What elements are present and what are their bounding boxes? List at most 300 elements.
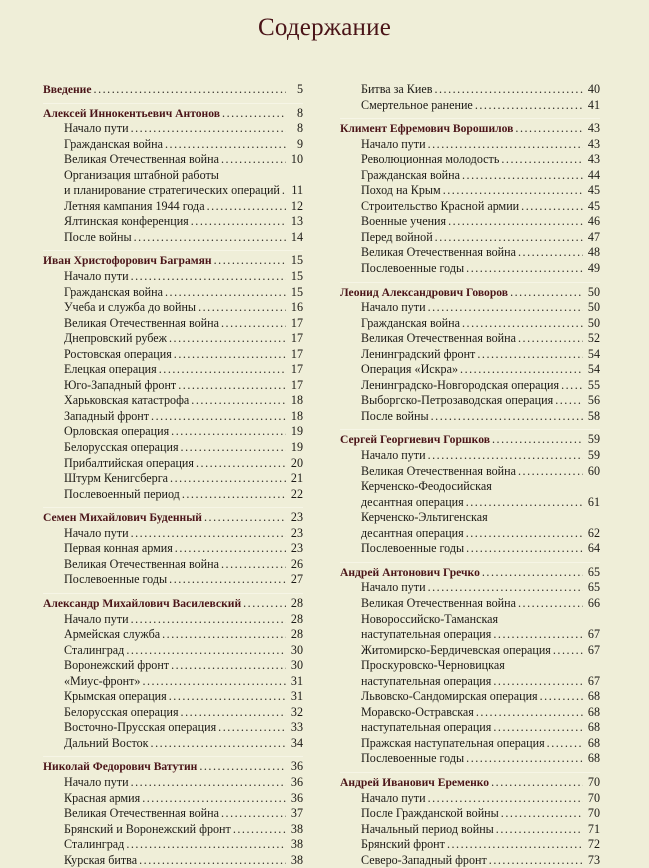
- toc-subsection-entry-label: Поход на Крым: [361, 183, 441, 198]
- toc-subsection-entry-page-number: 17: [290, 362, 303, 377]
- toc-subsection-entry[interactable]: [340, 689, 600, 705]
- toc-subsection-entry-page-number: 19: [290, 424, 303, 439]
- dot-leader: [428, 580, 583, 596]
- toc-subsection-entry-page-number: 41: [587, 97, 600, 112]
- toc-subsection-entry[interactable]: [340, 541, 600, 557]
- toc-subsection-entry[interactable]: [340, 580, 600, 596]
- toc-subsection-entry-label: Послевоенные годы: [361, 751, 465, 766]
- dot-leader: [460, 362, 583, 378]
- toc-chapter-entry[interactable]: [340, 285, 600, 301]
- dot-leader: [477, 347, 583, 363]
- toc-subsection-entry-page-number: 68: [587, 751, 600, 766]
- dot-leader: [466, 541, 583, 557]
- toc-subsection-entry-label: Ялтинская конференция: [64, 214, 189, 229]
- toc-chapter-entry[interactable]: [43, 253, 303, 269]
- dot-leader: [466, 526, 583, 542]
- toc-subsection-entry-label: Красная армия: [64, 790, 141, 805]
- toc-subsection-entry-page-number: 27: [290, 572, 303, 587]
- dot-leader: [165, 137, 286, 153]
- dot-leader: [131, 775, 286, 791]
- toc-subsection-entry[interactable]: [340, 658, 600, 674]
- toc-subsection-entry-page-number: 38: [290, 837, 303, 852]
- toc-subsection-entry[interactable]: [340, 448, 600, 464]
- toc-subsection-entry-label: Строительство Красной армии: [361, 198, 520, 213]
- dot-leader: [501, 152, 583, 168]
- toc-column-left: [43, 82, 303, 868]
- toc-subsection-entry-label: Харьковская катастрофа: [64, 393, 190, 408]
- toc-subsection-entry[interactable]: [43, 572, 303, 588]
- toc-chapter-entry-page-number: 5: [296, 82, 303, 96]
- toc-subsection-entry[interactable]: [340, 674, 600, 690]
- toc-subsection-entry-label: Брянский и Воронежский фронт: [64, 821, 231, 836]
- toc-subsection-entry-page-number: 33: [290, 720, 303, 735]
- toc-subsection-entry-page-number: 32: [290, 704, 303, 719]
- toc-subsection-entry[interactable]: [43, 331, 303, 347]
- toc-subsection-entry-label: наступательная операция: [361, 673, 492, 688]
- toc-subsection-entry[interactable]: [43, 300, 303, 316]
- toc-subsection-entry-label: Орловская операция: [64, 424, 170, 439]
- toc-subsection-entry[interactable]: [43, 612, 303, 628]
- toc-subsection-entry-page-number: 73: [587, 852, 600, 867]
- toc-subsection-entry-page-number: 15: [290, 269, 303, 284]
- toc-subsection-entry[interactable]: [340, 791, 600, 807]
- dot-leader: [492, 432, 583, 448]
- toc-subsection-entry[interactable]: [340, 479, 600, 495]
- dot-leader: [222, 106, 286, 122]
- toc-subsection-entry[interactable]: [340, 183, 600, 199]
- dot-leader: [170, 471, 286, 487]
- toc-subsection-entry-page-number: 16: [290, 300, 303, 315]
- toc-subsection-entry-label: Начало пути: [64, 269, 129, 284]
- dot-leader: [181, 705, 286, 721]
- toc-subsection-entry[interactable]: [340, 393, 600, 409]
- toc-subsection-entry-label: «Миус-фронт»: [64, 673, 141, 688]
- toc-subsection-entry-page-number: 50: [587, 300, 600, 315]
- toc-subsection-entry-label: Военные учения: [361, 214, 447, 229]
- toc-subsection-entry[interactable]: [43, 362, 303, 378]
- toc-subsection-entry-label: Гражданская война: [64, 284, 163, 299]
- toc-subsection-entry[interactable]: [340, 300, 600, 316]
- toc-subsection-entry[interactable]: [43, 658, 303, 674]
- toc-chapter-entry[interactable]: [43, 82, 303, 98]
- toc-subsection-entry-page-number: 49: [587, 261, 600, 276]
- toc-subsection-entry-label: Начало пути: [361, 448, 426, 463]
- toc-subsection-entry[interactable]: [340, 510, 600, 526]
- dot-leader: [462, 316, 583, 332]
- toc-subsection-entry-label: Революционная молодость: [361, 152, 500, 167]
- toc-subsection-entry[interactable]: [43, 137, 303, 153]
- dot-leader: [131, 526, 286, 542]
- dot-leader: [169, 331, 286, 347]
- dot-leader: [199, 759, 286, 775]
- toc-subsection-entry[interactable]: [340, 643, 600, 659]
- toc-subsection-entry-label: Северо-Западный фронт: [361, 852, 487, 867]
- dot-leader: [462, 168, 583, 184]
- toc-subsection-entry[interactable]: [43, 736, 303, 752]
- toc-subsection-entry-label: Гражданская война: [361, 167, 460, 182]
- toc-subsection-entry[interactable]: [43, 378, 303, 394]
- toc-subsection-entry-page-number: 54: [587, 362, 600, 377]
- toc-subsection-entry-page-number: 23: [290, 525, 303, 540]
- toc-subsection-entry-label: Пражская наступательная операция: [361, 735, 545, 750]
- dot-leader: [448, 214, 583, 230]
- toc-section: [340, 82, 600, 113]
- dot-leader: [134, 230, 286, 246]
- toc-subsection-entry-page-number: 55: [587, 377, 600, 392]
- dot-leader: [243, 596, 286, 612]
- toc-subsection-entry-page-number: 21: [290, 471, 303, 486]
- dot-leader: [207, 199, 286, 215]
- dot-leader: [553, 643, 583, 659]
- toc-subsection-entry-label: Брянский фронт: [361, 837, 445, 852]
- toc-subsection-entry-page-number: 23: [290, 541, 303, 556]
- toc-subsection-entry-label: Моравско-Остравская: [361, 704, 474, 719]
- toc-subsection-entry-page-number: 71: [587, 821, 600, 836]
- toc-subsection-entry-label: Великая Отечественная война: [361, 331, 516, 346]
- toc-subsection-entry[interactable]: [340, 98, 600, 114]
- dot-leader: [182, 487, 286, 503]
- toc-subsection-entry-label: Начало пути: [64, 611, 129, 626]
- toc-subsection-entry[interactable]: [340, 705, 600, 721]
- toc-subsection-entry-page-number: 28: [290, 627, 303, 642]
- toc-subsection-entry-label: Армейская служба: [64, 627, 161, 642]
- toc-subsection-entry-label: Операция «Искра»: [361, 362, 459, 377]
- toc-subsection-entry-label: Западный фронт: [64, 408, 150, 423]
- toc-subsection-entry[interactable]: [43, 230, 303, 246]
- toc-subsection-entry[interactable]: [43, 183, 303, 199]
- toc-subsection-entry-page-number: 36: [290, 790, 303, 805]
- toc-subsection-entry[interactable]: [43, 541, 303, 557]
- toc-subsection-entry-page-number: 58: [587, 408, 600, 423]
- toc-section: [43, 82, 303, 98]
- toc-subsection-entry-label: десантная операция: [361, 494, 464, 509]
- toc-subsection-entry[interactable]: [43, 853, 303, 868]
- toc-subsection-entry-page-number: 10: [290, 152, 303, 167]
- toc-subsection-entry[interactable]: [43, 674, 303, 690]
- toc-subsection-entry-label: Великая Отечественная война: [361, 463, 516, 478]
- toc-subsection-entry-page-number: 40: [587, 82, 600, 96]
- toc-section: [340, 282, 600, 425]
- toc-subsection-entry[interactable]: [43, 347, 303, 363]
- dot-leader: [482, 565, 583, 581]
- toc-subsection-entry-label: Восточно-Прусская операция: [64, 720, 217, 735]
- dot-leader: [435, 230, 583, 246]
- toc-subsection-entry[interactable]: [340, 199, 600, 215]
- dot-leader: [171, 424, 286, 440]
- toc-chapter-entry[interactable]: [43, 759, 303, 775]
- dot-leader: [510, 285, 583, 301]
- toc-subsection-entry[interactable]: [43, 837, 303, 853]
- toc-subsection-entry-label: Великая Отечественная война: [361, 245, 516, 260]
- toc-subsection-entry[interactable]: [340, 137, 600, 153]
- toc-subsection-entry[interactable]: [340, 822, 600, 838]
- dot-leader: [493, 627, 583, 643]
- toc-subsection-entry-page-number: 67: [587, 642, 600, 657]
- toc-subsection-entry[interactable]: [340, 464, 600, 480]
- toc-subsection-entry-label: Великая Отечественная война: [64, 152, 219, 167]
- toc-subsection-entry-page-number: 46: [587, 214, 600, 229]
- toc-subsection-entry[interactable]: [43, 791, 303, 807]
- page-title: Содержание: [258, 14, 391, 41]
- dot-leader: [198, 300, 286, 316]
- toc-subsection-entry-page-number: 30: [290, 658, 303, 673]
- dot-leader: [221, 806, 286, 822]
- toc-subsection-entry[interactable]: [340, 495, 600, 511]
- toc-subsection-entry[interactable]: [340, 627, 600, 643]
- dot-leader: [221, 557, 286, 573]
- toc-subsection-entry-label: Гражданская война: [64, 136, 163, 151]
- toc-subsection-entry-page-number: 45: [587, 198, 600, 213]
- dot-leader: [561, 378, 583, 394]
- toc-subsection-entry-page-number: 31: [290, 673, 303, 688]
- toc-chapter-entry-page-number: 65: [587, 564, 600, 579]
- toc-subsection-entry-page-number: 45: [587, 183, 600, 198]
- toc-subsection-entry[interactable]: [43, 822, 303, 838]
- toc-subsection-entry[interactable]: [43, 152, 303, 168]
- dot-leader: [233, 822, 286, 838]
- toc-subsection-entry-page-number: 17: [290, 346, 303, 361]
- toc-subsection-entry[interactable]: [43, 316, 303, 332]
- toc-subsection-entry-page-number: 70: [587, 790, 600, 805]
- dot-leader: [94, 82, 286, 98]
- dot-leader: [139, 853, 286, 868]
- toc-subsection-entry[interactable]: [340, 331, 600, 347]
- toc-subsection-entry[interactable]: [340, 347, 600, 363]
- toc-subsection-entry[interactable]: [43, 199, 303, 215]
- toc-subsection-entry-label: Курская битва: [64, 852, 138, 867]
- toc-subsection-entry-label: Ленинградско-Новгородская операция: [361, 377, 560, 392]
- dot-leader: [521, 199, 583, 215]
- toc-subsection-entry-label: Послевоенный период: [64, 486, 180, 501]
- toc-subsection-entry-label: Ленинградский фронт: [361, 346, 476, 361]
- toc-section: [43, 250, 303, 502]
- toc-subsection-entry-page-number: 68: [587, 704, 600, 719]
- toc-section: [43, 756, 303, 868]
- toc-subsection-entry[interactable]: [340, 720, 600, 736]
- toc-chapter-entry[interactable]: [340, 432, 600, 448]
- toc-subsection-entry[interactable]: [43, 627, 303, 643]
- toc-subsection-entry[interactable]: [340, 82, 600, 98]
- toc-subsection-entry[interactable]: [43, 409, 303, 425]
- toc-subsection-entry-label: Начало пути: [361, 300, 426, 315]
- toc-subsection-entry[interactable]: [43, 393, 303, 409]
- toc-subsection-entry-label: Белорусская операция: [64, 704, 179, 719]
- dot-leader: [489, 853, 583, 868]
- dot-leader: [518, 331, 583, 347]
- toc-subsection-entry-page-number: 48: [587, 245, 600, 260]
- toc-subsection-entry-label: Сталинград: [64, 837, 125, 852]
- toc-section: [340, 772, 600, 868]
- toc-subsection-entry-label: десантная операция: [361, 525, 464, 540]
- toc-subsection-entry-label: Елецкая операция: [64, 362, 157, 377]
- toc-subsection-entry[interactable]: [340, 168, 600, 184]
- toc-section: [340, 429, 600, 556]
- toc-subsection-entry[interactable]: [340, 596, 600, 612]
- toc-subsection-entry[interactable]: [340, 806, 600, 822]
- toc-subsection-entry[interactable]: [43, 456, 303, 472]
- dot-leader: [428, 137, 583, 153]
- toc-subsection-entry[interactable]: [340, 261, 600, 277]
- toc-subsection-entry-label: Первая конная армия: [64, 541, 173, 556]
- toc-chapter-entry[interactable]: [43, 596, 303, 612]
- toc-subsection-entry[interactable]: [340, 230, 600, 246]
- toc-subsection-entry-page-number: 56: [587, 393, 600, 408]
- toc-subsection-entry[interactable]: [43, 557, 303, 573]
- toc-subsection-entry-page-number: 52: [587, 331, 600, 346]
- toc-subsection-entry-label: Проскуровско-Черновицкая: [361, 658, 505, 673]
- toc-subsection-entry[interactable]: [340, 152, 600, 168]
- toc-chapter-entry-page-number: 28: [290, 595, 303, 610]
- toc-subsection-entry-page-number: 44: [587, 167, 600, 182]
- toc-subsection-entry[interactable]: [340, 245, 600, 261]
- toc-subsection-entry[interactable]: [43, 471, 303, 487]
- toc-subsection-entry[interactable]: [43, 705, 303, 721]
- dot-leader: [493, 674, 583, 690]
- toc-subsection-entry-page-number: 13: [290, 214, 303, 229]
- toc-subsection-entry-page-number: 72: [587, 837, 600, 852]
- toc-subsection-entry-page-number: 18: [290, 408, 303, 423]
- dot-leader: [171, 658, 286, 674]
- toc-chapter-entry-label: Введение: [43, 83, 92, 96]
- toc-chapter-entry[interactable]: [340, 565, 600, 581]
- dot-leader: [475, 98, 583, 114]
- toc-chapter-entry-label: Александр Михайлович Василевский: [43, 596, 242, 610]
- dot-leader: [151, 736, 286, 752]
- dot-leader: [126, 837, 286, 853]
- toc-subsection-entry-label: Начальный период войны: [361, 821, 494, 836]
- toc-chapter-entry-label: Климент Ефремович Ворошилов: [340, 122, 514, 136]
- toc-subsection-entry-label: Новороссийско-Таманская: [361, 611, 499, 626]
- dot-leader: [126, 643, 286, 659]
- toc-subsection-entry[interactable]: [43, 689, 303, 705]
- dot-leader: [466, 261, 583, 277]
- toc-subsection-entry-label: Битва за Киев: [361, 82, 433, 96]
- toc-subsection-entry[interactable]: [43, 440, 303, 456]
- toc-section: [43, 103, 303, 246]
- toc-subsection-entry-page-number: 14: [290, 229, 303, 244]
- toc-subsection-entry-page-number: 60: [587, 463, 600, 478]
- toc-subsection-entry-page-number: 9: [296, 136, 303, 151]
- toc-subsection-entry-label: Начало пути: [361, 790, 426, 805]
- toc-subsection-entry-page-number: 30: [290, 642, 303, 657]
- dot-leader: [169, 689, 286, 705]
- toc-subsection-entry[interactable]: [43, 720, 303, 736]
- toc-subsection-entry-page-number: 70: [587, 806, 600, 821]
- toc-subsection-entry-label: Дальний Восток: [64, 735, 149, 750]
- toc-subsection-entry-label: Ростовская операция: [64, 346, 172, 361]
- toc-chapter-entry-label: Леонид Александрович Говоров: [340, 285, 509, 299]
- dot-leader: [466, 751, 583, 767]
- toc-subsection-entry-label: Великая Отечественная война: [64, 315, 219, 330]
- toc-subsection-entry-page-number: 15: [290, 284, 303, 299]
- toc-subsection-entry-label: Учеба и служба до войны: [64, 300, 197, 315]
- dot-leader: [431, 409, 583, 425]
- toc-subsection-entry-label: Послевоенные годы: [361, 541, 465, 556]
- dot-leader: [518, 245, 583, 261]
- dot-leader: [443, 183, 583, 199]
- dot-leader: [501, 806, 583, 822]
- toc-subsection-entry-label: Послевоенные годы: [361, 261, 465, 276]
- toc-subsection-entry[interactable]: [43, 168, 303, 184]
- toc-subsection-entry-label: Выборгско-Петрозаводская операция: [361, 393, 554, 408]
- dot-leader: [169, 572, 286, 588]
- toc-chapter-entry-page-number: 43: [587, 121, 600, 136]
- toc-chapter-entry[interactable]: [340, 775, 600, 791]
- toc-subsection-entry[interactable]: [340, 751, 600, 767]
- toc-subsection-entry[interactable]: [340, 378, 600, 394]
- toc-subsection-entry-label: После Гражданской войны: [361, 806, 499, 821]
- toc-subsection-entry-label: Гражданская война: [361, 315, 460, 330]
- toc-chapter-entry[interactable]: [43, 106, 303, 122]
- toc-subsection-entry[interactable]: [340, 837, 600, 853]
- toc-subsection-entry-label: Начало пути: [361, 136, 426, 151]
- toc-subsection-entry[interactable]: [340, 316, 600, 332]
- toc-subsection-entry[interactable]: [340, 362, 600, 378]
- toc-chapter-entry[interactable]: [43, 510, 303, 526]
- dot-leader: [142, 791, 286, 807]
- toc-subsection-entry[interactable]: [340, 612, 600, 628]
- toc-subsection-entry[interactable]: [340, 214, 600, 230]
- toc-subsection-entry-label: Львовско-Сандомирская операция: [361, 689, 538, 704]
- toc-subsection-entry-label: Великая Отечественная война: [361, 595, 516, 610]
- toc-subsection-entry[interactable]: [43, 643, 303, 659]
- toc-subsection-entry[interactable]: [43, 775, 303, 791]
- dot-leader: [218, 720, 286, 736]
- dot-leader: [434, 82, 583, 98]
- toc-subsection-entry[interactable]: [340, 853, 600, 868]
- toc-subsection-entry[interactable]: [340, 409, 600, 425]
- toc-subsection-entry[interactable]: [340, 526, 600, 542]
- toc-subsection-entry[interactable]: [43, 487, 303, 503]
- toc-subsection-entry[interactable]: [43, 269, 303, 285]
- dot-leader: [496, 822, 583, 838]
- toc-subsection-entry[interactable]: [43, 285, 303, 301]
- toc-chapter-entry-label: Семен Михайлович Буденный: [43, 511, 202, 525]
- toc-subsection-entry-page-number: 38: [290, 821, 303, 836]
- toc-subsection-entry-label: Прибалтийская операция: [64, 455, 194, 470]
- toc-subsection-entry[interactable]: [43, 526, 303, 542]
- dot-leader: [428, 300, 583, 316]
- dot-leader: [540, 689, 583, 705]
- dot-leader: [493, 720, 583, 736]
- toc-chapter-entry-page-number: 23: [290, 510, 303, 525]
- toc-subsection-entry-page-number: 43: [587, 136, 600, 151]
- toc-section: [340, 118, 600, 276]
- dot-leader: [175, 541, 286, 557]
- toc-subsection-entry[interactable]: [43, 121, 303, 137]
- toc-chapter-entry[interactable]: [340, 121, 600, 137]
- toc-subsection-entry-label: Воронежский фронт: [64, 658, 170, 673]
- toc-subsection-entry-label: После войны: [64, 229, 132, 244]
- dot-leader: [131, 612, 286, 628]
- toc-chapter-entry-page-number: 8: [296, 105, 303, 120]
- toc-subsection-entry[interactable]: [43, 424, 303, 440]
- toc-chapter-entry-label: Алексей Иннокентьевич Антонов: [43, 106, 221, 120]
- toc-subsection-entry[interactable]: [43, 806, 303, 822]
- toc-subsection-entry[interactable]: [43, 214, 303, 230]
- dot-leader: [151, 409, 286, 425]
- dot-leader: [466, 495, 583, 511]
- dot-leader: [221, 316, 286, 332]
- toc-chapter-entry-label: Андрей Иванович Еременко: [340, 775, 490, 789]
- toc-subsection-entry-label: Белорусская операция: [64, 440, 179, 455]
- dot-leader: [491, 775, 583, 791]
- toc-subsection-entry-page-number: 68: [587, 735, 600, 750]
- toc-subsection-entry-page-number: 8: [296, 121, 303, 136]
- toc-subsection-entry-label: Послевоенные годы: [64, 572, 168, 587]
- toc-subsection-entry[interactable]: [340, 736, 600, 752]
- dot-leader: [555, 393, 583, 409]
